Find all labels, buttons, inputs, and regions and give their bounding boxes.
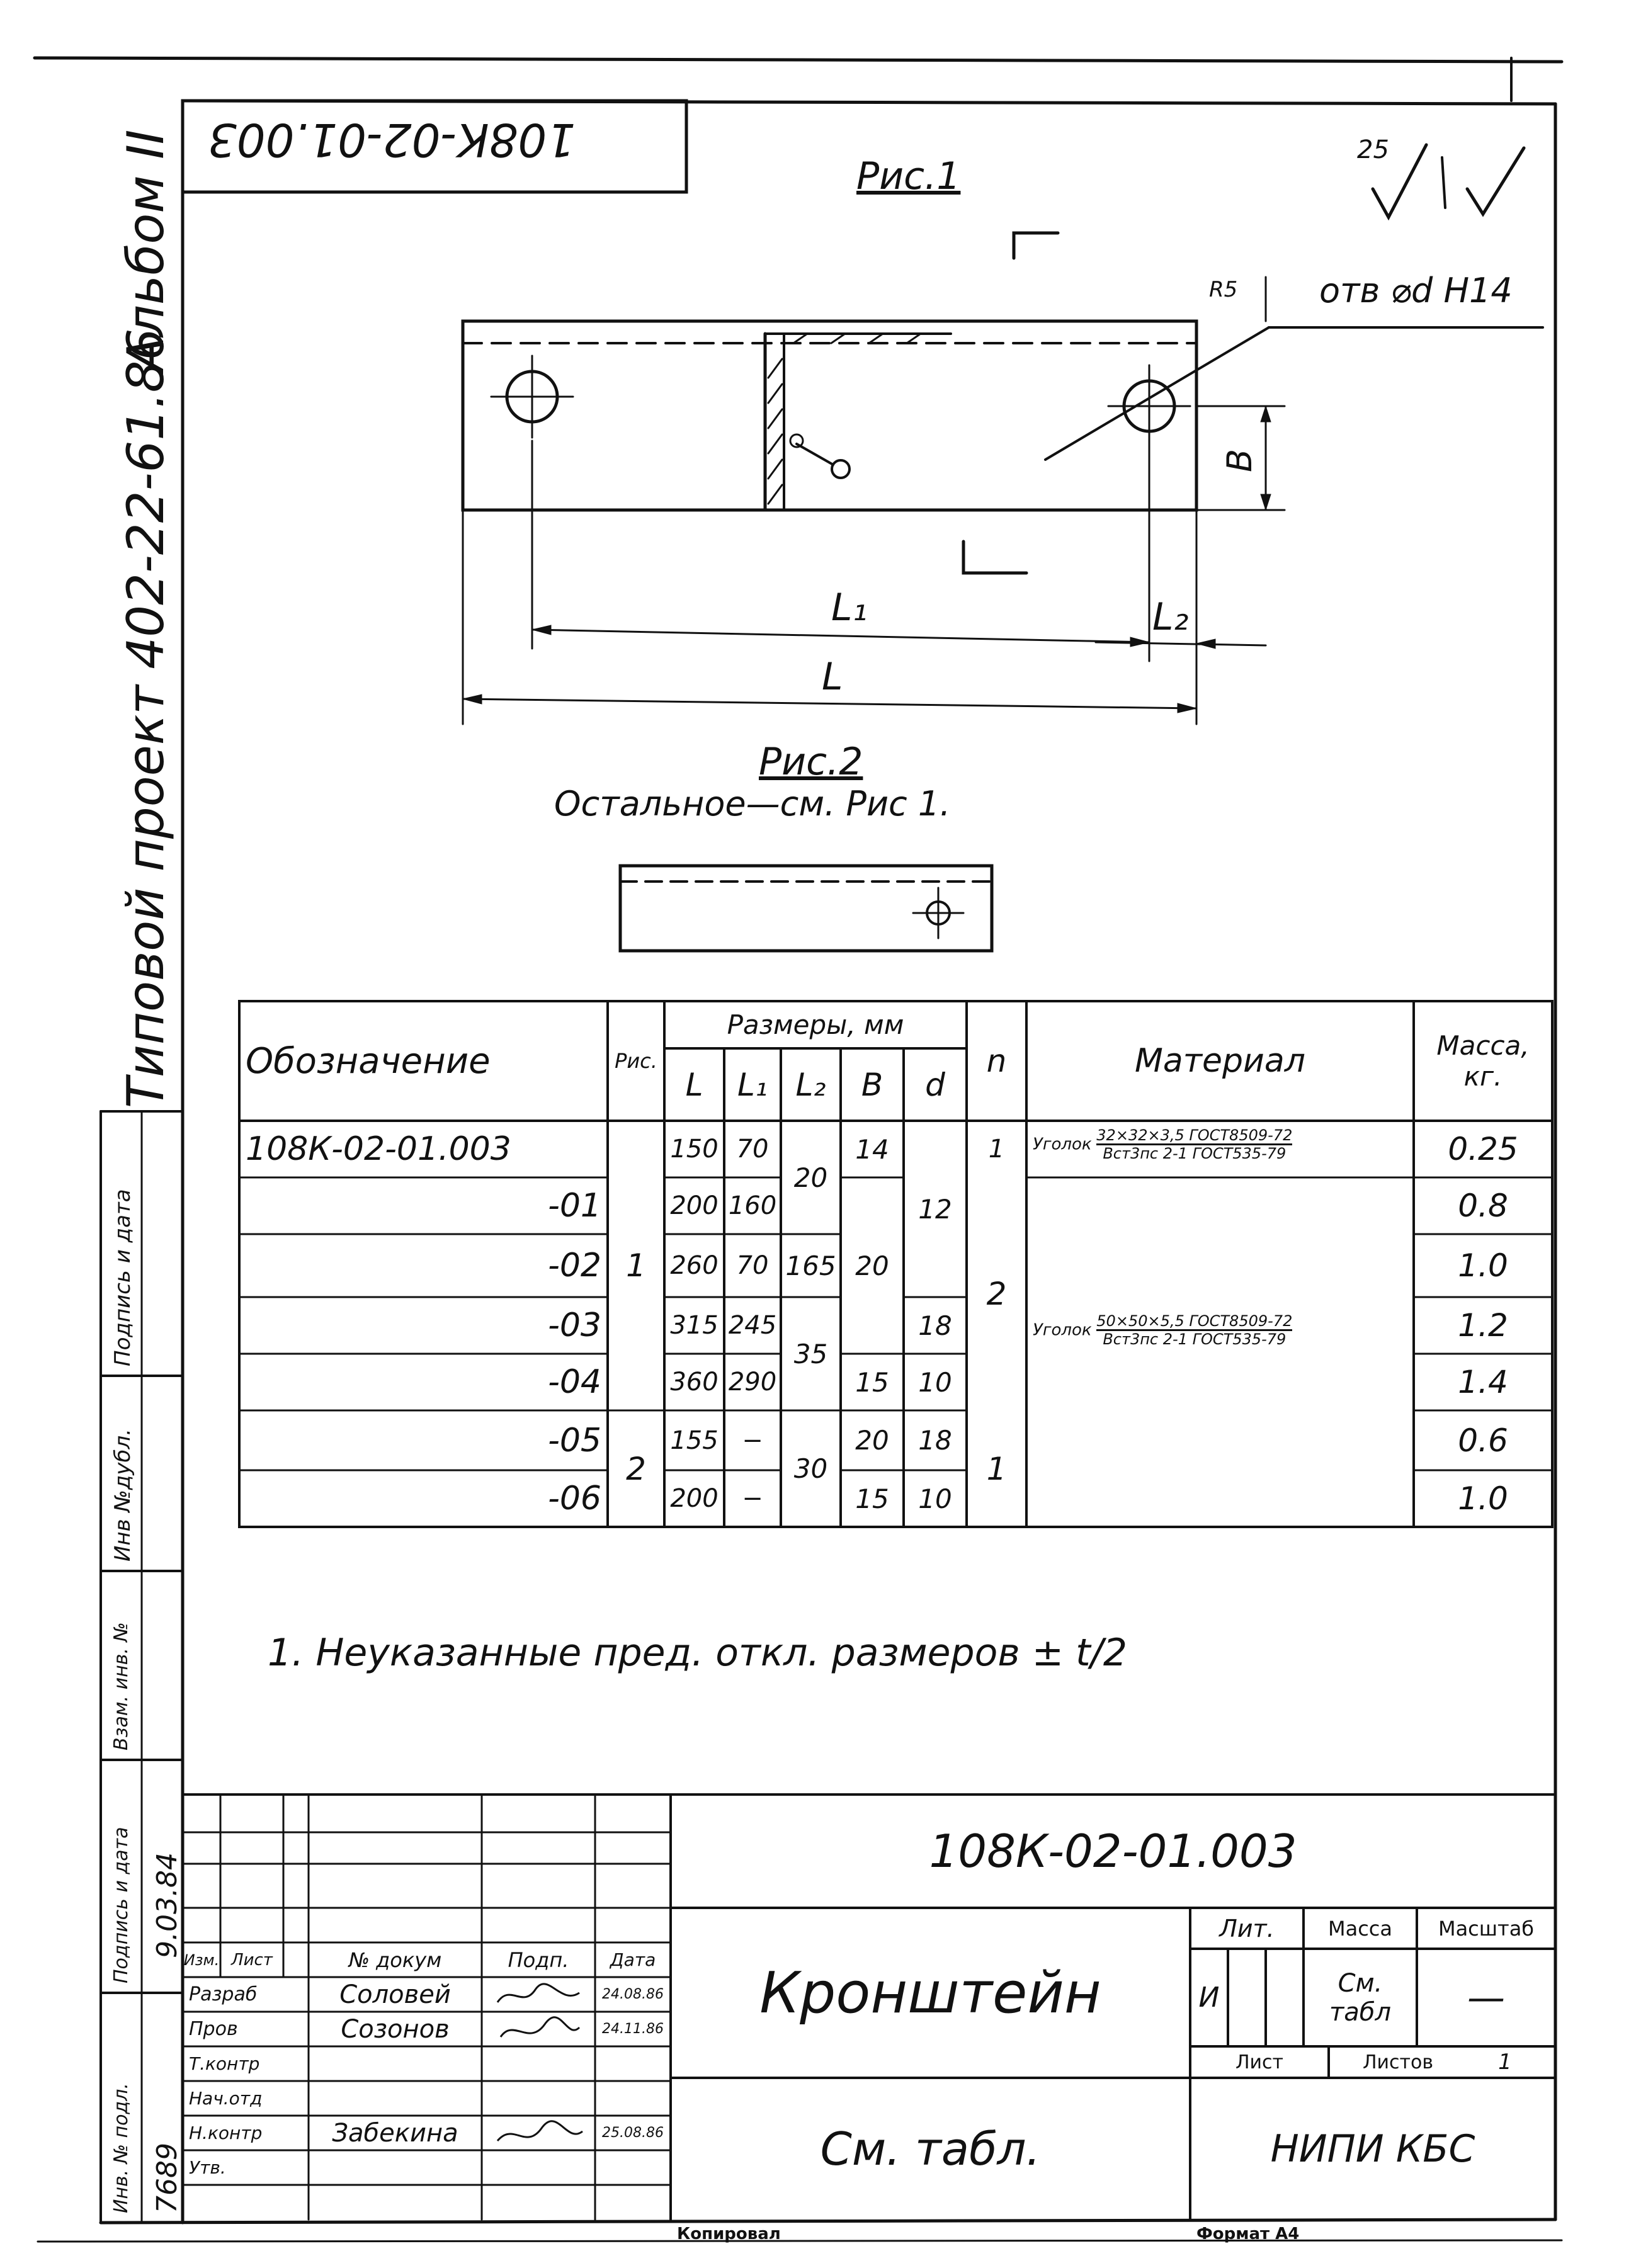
cell-mass: 0.8 — [1458, 1188, 1508, 1224]
cell-L2: 20 — [793, 1162, 828, 1193]
cell-L1: 70 — [736, 1135, 769, 1164]
vzam-inv-label: Взам. инв. № — [110, 1622, 132, 1750]
title-material: См. табл. — [820, 2122, 1041, 2175]
row-designation: 108К-02-01.003 — [246, 1130, 511, 1168]
album-label: Альбом II — [116, 129, 175, 371]
inv-podl-label: Инв. № подл. — [110, 2083, 132, 2213]
row-designation: -05 — [548, 1421, 601, 1460]
sheets-value: 1 — [1498, 2050, 1512, 2075]
th-L1: L₁ — [737, 1066, 768, 1103]
cell-mass: 1.0 — [1458, 1247, 1508, 1284]
cell-n: 1 — [986, 1450, 1007, 1487]
title-name: Кронштейн — [759, 1959, 1101, 2026]
cell-mass: 1.4 — [1458, 1364, 1508, 1400]
dim-L-label: L — [822, 655, 843, 699]
col-sign: Подп. — [508, 1948, 569, 1972]
th-mass: Масса, кг. — [1436, 1030, 1530, 1092]
cell-d: 12 — [918, 1193, 952, 1225]
cell-mass: 1.2 — [1458, 1307, 1508, 1344]
hole-callout: отв ⌀d H14 — [1319, 271, 1513, 310]
dim-L2-label: L₂ — [1152, 595, 1189, 639]
sidebar-date-value: 9.03.84 — [151, 1852, 183, 1958]
th-sizes: Размеры, мм — [727, 1009, 904, 1040]
th-n: n — [986, 1043, 1007, 1079]
material-1-top: 32×32×3,5 ГОСТ8509-72 — [1096, 1127, 1292, 1145]
cell-L1: − — [742, 1484, 763, 1513]
material-2-prefix: Уголок — [1033, 1320, 1092, 1340]
lit-value: И — [1198, 1982, 1220, 2014]
cell-mass: 0.25 — [1448, 1131, 1518, 1167]
material-1-prefix: Уголок — [1033, 1135, 1092, 1154]
material-2-fraction — [1096, 1313, 1292, 1348]
role-label: Разраб — [189, 1983, 258, 2005]
cell-d: 18 — [918, 1425, 952, 1456]
cell-B: 20 — [855, 1250, 889, 1281]
cell-L: 360 — [670, 1368, 719, 1397]
material-1-bottom: Вст3пс 2-1 ГОСТ535-79 — [1103, 1145, 1287, 1163]
material-1 — [1033, 1127, 1411, 1162]
podpis-i-data-label-2: Подпись и дата — [110, 1827, 132, 1983]
footer-copied: Копировал — [677, 2225, 781, 2243]
cell-L1: 245 — [728, 1311, 777, 1340]
col-date: Дата — [610, 1949, 656, 1970]
cell-L: 260 — [670, 1251, 719, 1280]
cell-L2: 30 — [793, 1453, 828, 1484]
col-doc: № докум — [348, 1948, 442, 1972]
cell-d: 18 — [918, 1310, 952, 1341]
sheets-label: Листов — [1362, 2051, 1434, 2073]
material-2-top: 50×50×5,5 ГОСТ8509-72 — [1096, 1313, 1292, 1331]
drawing-number-top: 108К-02-01.003 — [208, 113, 576, 166]
fig1-label: Рис.1 — [856, 154, 961, 198]
org-name: НИПИ КБС — [1270, 2126, 1475, 2171]
cell-n: 2 — [986, 1276, 1007, 1312]
row-designation: -01 — [548, 1187, 601, 1225]
cell-L: 200 — [670, 1191, 719, 1220]
project-title: Типовой проект 402-22-61.86 — [116, 328, 175, 1108]
role-date: 24.08.86 — [602, 1987, 664, 2002]
cell-L1: − — [742, 1426, 763, 1455]
cell-L2: 165 — [785, 1250, 836, 1281]
th-B: B — [861, 1066, 883, 1103]
fig2-note: Остальное—см. Рис 1. — [554, 784, 951, 824]
col-list: Лист — [231, 1950, 273, 1970]
role-label: Нач.отд — [189, 2088, 263, 2109]
th-L: L — [685, 1066, 703, 1103]
cell-L: 150 — [670, 1135, 719, 1164]
cell-L1: 290 — [728, 1368, 777, 1397]
signatures — [485, 1977, 592, 2191]
cell-B: 15 — [855, 1483, 889, 1514]
sheet-label: Лист — [1235, 2051, 1284, 2073]
material-1-fraction — [1096, 1127, 1292, 1162]
cell-fig: 1 — [626, 1247, 646, 1284]
role-name: Созонов — [341, 2014, 450, 2044]
cell-B: 20 — [855, 1425, 889, 1456]
podpis-i-data-label: Подпись и дата — [110, 1189, 135, 1366]
role-label: Утв. — [189, 2157, 226, 2178]
role-label: Пров — [189, 2018, 238, 2040]
row-designation: -02 — [548, 1247, 601, 1284]
dim-B-label: B — [1220, 448, 1260, 473]
cell-L: 200 — [670, 1484, 719, 1513]
row-designation: -06 — [548, 1480, 601, 1517]
cell-fig: 2 — [626, 1450, 646, 1487]
cell-B: 15 — [855, 1366, 889, 1398]
role-label: Н.контр — [189, 2123, 263, 2143]
th-fig: Рис. — [615, 1049, 657, 1073]
cell-mass: 1.0 — [1458, 1480, 1508, 1517]
title-doc-number: 108К-02-01.003 — [929, 1825, 1297, 1878]
cell-L1: 160 — [728, 1191, 777, 1220]
lit-label: Лит. — [1219, 1914, 1275, 1942]
col-izm: Изм. — [183, 1951, 220, 1969]
th-material: Материал — [1135, 1042, 1305, 1080]
scale-label: Масштаб — [1438, 1916, 1535, 1941]
material-2 — [1033, 1313, 1411, 1348]
row-designation: -03 — [548, 1307, 601, 1344]
role-date: 24.11.86 — [602, 2021, 664, 2037]
cell-L2: 35 — [793, 1338, 828, 1369]
tolerance-note: 1. Неуказанные пред. откл. размеров ± t/2 — [268, 1631, 1128, 1675]
role-date: 25.08.86 — [602, 2125, 664, 2141]
cell-L: 315 — [670, 1311, 719, 1340]
fig2-label: Рис.2 — [759, 740, 863, 784]
cell-mass: 0.6 — [1458, 1422, 1508, 1459]
cell-B: 14 — [855, 1133, 889, 1165]
cell-L1: 70 — [736, 1251, 769, 1280]
row-designation: -04 — [548, 1363, 601, 1401]
mass-value: См. табл — [1329, 1968, 1392, 2027]
role-name: Соловей — [339, 1980, 451, 2009]
scale-value: — — [1467, 1975, 1505, 2020]
th-d: d — [925, 1066, 945, 1103]
th-L2: L₂ — [795, 1066, 826, 1103]
cell-d: 10 — [918, 1483, 952, 1514]
role-name: Забекина — [332, 2118, 458, 2148]
mass-label: Масса — [1327, 1916, 1392, 1941]
dim-L1-label: L₁ — [831, 586, 868, 630]
cell-L: 155 — [670, 1426, 719, 1455]
role-label: Т.контр — [189, 2053, 260, 2074]
material-2-bottom: Вст3пс 2-1 ГОСТ535-79 — [1103, 1330, 1287, 1349]
footer-format: Формат А4 — [1196, 2225, 1300, 2243]
inv-number-value: 7689 — [151, 2143, 183, 2213]
roughness-value: 25 — [1357, 135, 1389, 164]
cell-d: 10 — [918, 1366, 952, 1398]
inv-dubl-label: Инв №дубл. — [110, 1428, 135, 1562]
th-designation: Обозначение — [246, 1040, 491, 1082]
cell-n: 1 — [988, 1135, 1005, 1164]
radius-label: R5 — [1209, 277, 1238, 302]
